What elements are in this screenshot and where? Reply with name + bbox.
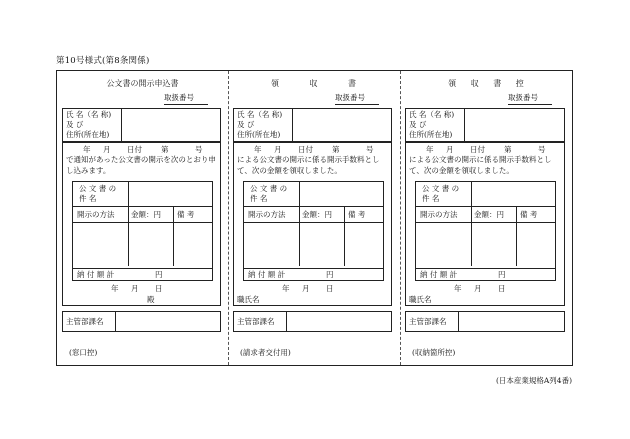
date-line-part: 日付 xyxy=(298,145,313,154)
department-label: 主管部課名 xyxy=(409,317,447,326)
issue-date-part: 日 xyxy=(498,284,506,293)
remarks-label: 備 考 xyxy=(348,210,366,219)
date-line-part: 日付 xyxy=(127,145,142,154)
date-line-part: 年 xyxy=(426,145,434,154)
applicant-divider xyxy=(292,109,293,141)
department-box xyxy=(62,311,221,332)
total-fee-label: 納 付 額 計 xyxy=(248,270,286,279)
fee-table xyxy=(72,181,213,281)
staff-name-label: 職氏名 xyxy=(409,295,432,304)
document-name-label: 公 文 書 の xyxy=(422,184,460,193)
panel-title: 領 収 書 控 xyxy=(448,79,530,88)
amount-label: 金額：円 xyxy=(302,210,332,219)
fee-table xyxy=(243,181,384,281)
document-name-label: 公 文 書 の xyxy=(79,184,117,193)
applicant-divider xyxy=(121,109,122,141)
issue-date-part: 月 xyxy=(474,284,482,293)
table-row-line xyxy=(416,222,555,223)
department-label: 主管部課名 xyxy=(66,317,104,326)
applicant-and-label: 及 び xyxy=(409,120,427,129)
department-divider xyxy=(286,312,287,331)
form-footer: (日本産業規格A列4番) xyxy=(495,376,572,385)
document-name-value[interactable] xyxy=(301,182,383,206)
yen-unit: 円 xyxy=(155,270,163,279)
applicant-address-label: 住所(所在地) xyxy=(409,130,453,139)
applicant-box xyxy=(233,108,392,142)
table-col-line xyxy=(128,182,129,266)
total-fee-label: 納 付 額 計 xyxy=(420,270,458,279)
amount-label: 金額：円 xyxy=(474,210,504,219)
table-row-line xyxy=(416,268,555,269)
disclosure-method-label: 開示の方法 xyxy=(77,210,115,219)
table-row-line xyxy=(244,268,383,269)
disclosure-method-label: 開示の方法 xyxy=(420,210,458,219)
date-line-part: 年 xyxy=(83,145,91,154)
date-line-part: 号 xyxy=(195,145,203,154)
applicant-name-label: 氏 名（名 称) xyxy=(409,110,455,119)
form-title: 第10号様式(第8条関係) xyxy=(56,56,150,66)
copy-note: (収納箇所控) xyxy=(412,348,456,357)
department-divider xyxy=(458,312,459,331)
date-line-part: 月 xyxy=(446,145,454,154)
panel-title: 公文書の開示申込書 xyxy=(106,79,179,88)
applicant-divider xyxy=(464,109,465,141)
copy-note: (請求者交付用) xyxy=(240,348,291,357)
department-value[interactable] xyxy=(460,312,564,331)
addressee-suffix: 殿 xyxy=(147,295,155,304)
handling-number-label: 取扱番号 xyxy=(508,93,552,105)
total-fee-label: 納 付 額 計 xyxy=(77,270,115,279)
details-box xyxy=(405,142,565,306)
amount-label: 金額：円 xyxy=(131,210,161,219)
panel-body-text: による公文書の開示に係る開示手数料として、次の金額を領収しました。 xyxy=(237,155,380,175)
fee-table xyxy=(415,181,556,281)
yen-unit: 円 xyxy=(326,270,334,279)
date-line-part: 第 xyxy=(332,145,340,154)
table-col-line xyxy=(299,182,300,266)
table-col-line xyxy=(173,206,174,266)
remarks-label: 備 考 xyxy=(520,210,538,219)
handling-number-label: 取扱番号 xyxy=(164,93,208,105)
date-line-part: 号 xyxy=(366,145,374,154)
applicant-value[interactable] xyxy=(123,109,220,141)
details-box xyxy=(233,142,392,306)
table-col-line xyxy=(516,206,517,266)
issue-date-part: 日 xyxy=(326,284,334,293)
table-row-line xyxy=(73,268,212,269)
date-line-part: 号 xyxy=(538,145,546,154)
date-line-part: 年 xyxy=(254,145,262,154)
date-line-part: 第 xyxy=(161,145,169,154)
date-line-part: 月 xyxy=(274,145,282,154)
yen-unit: 円 xyxy=(498,270,506,279)
disclosure-method-label: 開示の方法 xyxy=(248,210,286,219)
applicant-name-label: 氏 名（名 称) xyxy=(66,110,112,119)
table-col-line xyxy=(471,182,472,266)
date-line-part: 日付 xyxy=(470,145,485,154)
applicant-address-label: 住所(所在地) xyxy=(66,130,110,139)
panel-body-text: による公文書の開示に係る開示手数料として、次の金額を領収しました。 xyxy=(409,155,552,175)
issue-date-part: 年 xyxy=(454,284,462,293)
applicant-value[interactable] xyxy=(294,109,391,141)
handling-number-label: 取扱番号 xyxy=(335,93,379,105)
table-row-line xyxy=(244,206,383,207)
date-line-part: 第 xyxy=(504,145,512,154)
applicant-value[interactable] xyxy=(466,109,564,141)
department-value[interactable] xyxy=(288,312,391,331)
copy-note: (窓口控) xyxy=(69,348,98,357)
department-box xyxy=(233,311,392,332)
document-name-value[interactable] xyxy=(130,182,212,206)
details-box xyxy=(62,142,221,306)
department-divider xyxy=(115,312,116,331)
document-name-label-2: 件 名 xyxy=(79,194,97,203)
issue-date-part: 年 xyxy=(282,284,290,293)
applicant-and-label: 及 び xyxy=(66,120,84,129)
department-value[interactable] xyxy=(117,312,220,331)
table-col-line xyxy=(344,206,345,266)
document-name-label-2: 件 名 xyxy=(422,194,440,203)
table-row-line xyxy=(73,222,212,223)
date-line-part: 月 xyxy=(103,145,111,154)
document-name-label: 公 文 書 の xyxy=(250,184,288,193)
application-panel xyxy=(57,70,228,364)
document-name-value[interactable] xyxy=(473,182,555,206)
applicant-box xyxy=(62,108,221,142)
department-label: 主管部課名 xyxy=(237,317,275,326)
issue-date-part: 年 xyxy=(111,284,119,293)
table-row-line xyxy=(416,206,555,207)
table-row-line xyxy=(73,206,212,207)
document-name-label-2: 件 名 xyxy=(250,194,268,203)
applicant-address-label: 住所(所在地) xyxy=(237,130,281,139)
issue-date-part: 日 xyxy=(155,284,163,293)
applicant-and-label: 及 び xyxy=(237,120,255,129)
issue-date-part: 月 xyxy=(302,284,310,293)
applicant-name-label: 氏 名（名 称) xyxy=(237,110,283,119)
panel-title: 領 収 書 xyxy=(270,79,371,88)
panel-body-text: で通知があった公文書の開示を次のとおり申し込みます。 xyxy=(66,155,216,175)
receipt-copy-panel xyxy=(400,70,572,364)
remarks-label: 備 考 xyxy=(177,210,195,219)
table-row-line xyxy=(244,222,383,223)
applicant-box xyxy=(405,108,565,142)
receipt-panel xyxy=(228,70,399,364)
issue-date-part: 月 xyxy=(131,284,139,293)
staff-name-label: 職氏名 xyxy=(237,295,260,304)
department-box xyxy=(405,311,565,332)
